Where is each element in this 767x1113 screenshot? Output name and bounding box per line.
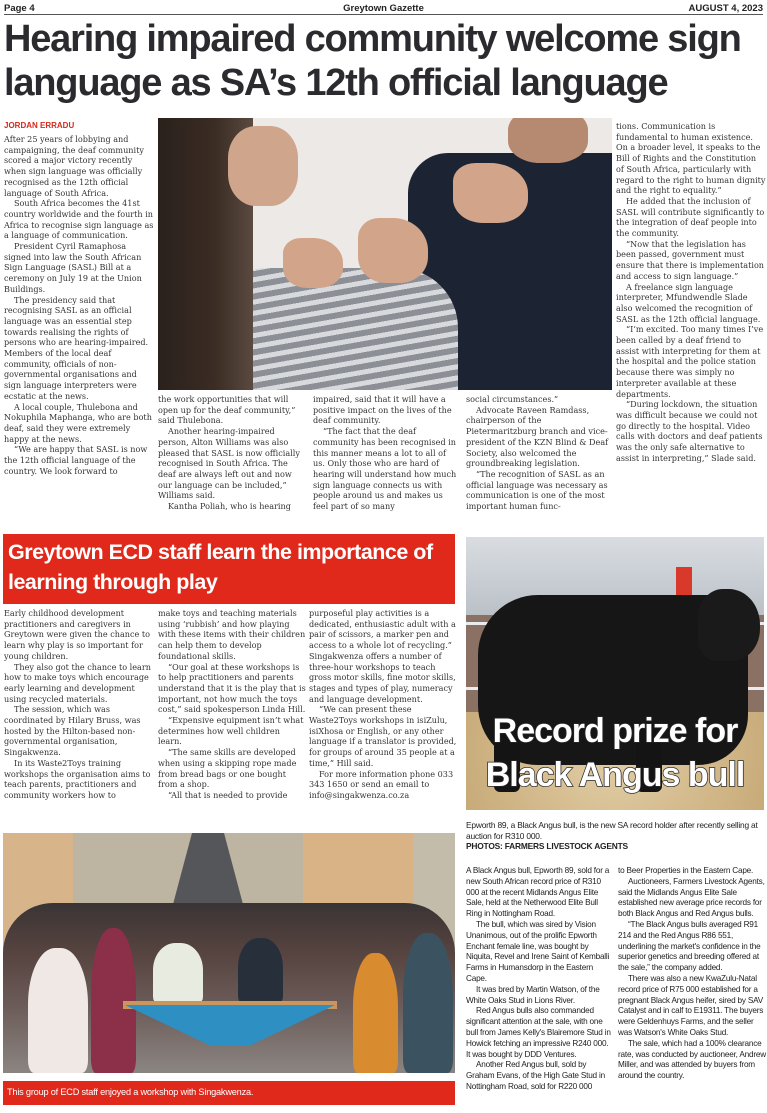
person-figure bbox=[238, 938, 283, 1003]
paragraph: to Beer Properties in the Eastern Cape. bbox=[618, 866, 754, 875]
ecd-photo-caption-box bbox=[3, 1081, 455, 1105]
lead-column-1 bbox=[4, 134, 154, 477]
paragraph: South Africa becomes the 41st country worldwide and the fourth in Africa to recognise sign language as a language of communication. bbox=[4, 198, 154, 241]
black-angus-bull-photo bbox=[466, 537, 764, 810]
page-number: Page 4 bbox=[4, 3, 35, 14]
paragraph: “The Black Angus bulls averaged R91 214 and the Red Angus R86 551, underlining the market's confidence in the superior genetics and breeding offered at the sale,” the company added. bbox=[618, 919, 761, 973]
paragraph: impaired, said that it will have a positive impact on the lives of the deaf community. bbox=[313, 394, 452, 426]
paragraph: “The same skills are developed when using a skipping rope made from bread bags or one bought from a shop. bbox=[158, 747, 297, 790]
man-face bbox=[508, 118, 588, 163]
paragraph: The session, which was coordinated by Hilary Bruss, was hosted by the Hilton-based non-governmental organisation, Singakwenza. bbox=[4, 704, 141, 758]
paragraph: In its Waste2Toys training workshops the organisation aims to teach parents, practitioners and community workers how to bbox=[4, 757, 151, 800]
lead-column-3 bbox=[313, 394, 459, 512]
paragraph: The bull, which was sired by Vision Unanimous, out of the prolific Epworth Enchant female line, was bought by Niquita, Revel and Irene Saint of Kemballi Farms in Humansdorp in the Eastern Cape. bbox=[466, 919, 610, 983]
woman-face bbox=[228, 126, 298, 206]
person-figure bbox=[403, 933, 453, 1073]
bull-column-2 bbox=[618, 866, 766, 1082]
paragraph: Early childhood development practitioners and caregivers in Greytown were given the chance to learn why play is so important for young children. bbox=[4, 608, 151, 661]
paragraph: tions. Communication is fundamental to human existence. On a broader level, it speaks to the Bill of Rights and the Constitution of South Africa, particularly with regard to the right to human dignity and the right to equality.” bbox=[616, 121, 766, 196]
ecd-group-photo bbox=[3, 833, 455, 1073]
paragraph: It was bred by Martin Watson, of the White Oaks Stud in Lions River. bbox=[466, 984, 600, 1005]
paragraph: “Our goal at these workshops is to help practitioners and parents understand that it is the play that is important, not how much the toys cost,” said spokesperson Linda Hill. bbox=[158, 661, 306, 715]
paragraph: Red Angus bulls also commanded significant attention at the sale, with one bull from James Kelly's Blairemore Stud in Howick fetching an impressive R240 000. It was bought by DDD Ventures. bbox=[466, 1006, 611, 1059]
ecd-headline: Greytown ECD staff learn the importance of learning through play bbox=[8, 540, 433, 594]
paragraph: “Now that the legislation has been passed, government must ensure that there is implementation and access to sign language.” bbox=[616, 238, 765, 281]
paper-name: Greytown Gazette bbox=[343, 3, 424, 14]
bull-photo-caption bbox=[466, 820, 766, 852]
paragraph: “I’m excited. Too many times I’ve been called by a deaf friend to assist with interpreting for them at the hospital and the police station because there was simply no interpreter available at these departments. bbox=[616, 324, 764, 399]
paragraph: He added that the inclusion of SASL will contribute significantly to the integration of deaf people into the community. bbox=[616, 195, 765, 239]
paragraph: For more information phone 033 343 1650 or send an email to info@singakwenza.co.za bbox=[309, 768, 454, 800]
paragraph: make toys and teaching materials using ‘rubbish’ and how playing with these items with their children can help them to develop foundational skills. bbox=[158, 608, 306, 661]
paragraph: “During lockdown, the situation was difficult because we could not go directly to the hospital. Video calls with doctors and deaf patients was the only safe alternative to assist in interpreting,” Slade said. bbox=[616, 399, 763, 463]
sign-language-photo bbox=[158, 118, 612, 390]
ecd-column-3 bbox=[309, 608, 459, 801]
bull-head bbox=[698, 589, 760, 661]
masthead bbox=[4, 3, 763, 15]
paragraph: Auctioneers, Farmers Livestock Agents, said the Midlands Angus Elite Sale established new average price records for both Black Angus and Red Angus bulls. bbox=[618, 876, 765, 919]
bull-photo-title: Record prize for Black Angus bull bbox=[485, 712, 745, 794]
hand-shape bbox=[358, 218, 428, 283]
paragraph: “All that is needed to provide bbox=[168, 789, 288, 800]
paragraph: The presidency said that recognising SASL as an official language was an essential step towards realising the rights of persons who are hearing-impaired. Members of the local deaf community, officials of non-governmental organisations and sign language interpreters were ecstatic at the news. bbox=[4, 294, 149, 401]
person-figure bbox=[28, 948, 88, 1073]
paragraph: “The recognition of SASL as an official language was necessary as communication is one of the most important human func- bbox=[466, 468, 608, 512]
paragraph: Advocate Raveen Ramdass, chairperson of the Pietermaritzburg branch and vice-president of the KZN Blind & Deaf Society, also welcomed the groundbreaking legislation. bbox=[466, 404, 609, 469]
paragraph: President Cyril Ramaphosa signed into law the South African Sign Language (SASL) Bill at a ceremony on July 19 at the Union Buildings. bbox=[4, 241, 142, 294]
paragraph: A local couple, Thulebona and Nokuphila Maphanga, who are both deaf, said they were extremely happy at the news. bbox=[4, 401, 152, 444]
person-figure bbox=[153, 943, 203, 1003]
ecd-photo-caption: This group of ECD staff enjoyed a workshop with Singakwenza. bbox=[7, 1087, 254, 1097]
paragraph: “Expensive equipment isn’t what determines how well children learn. bbox=[158, 715, 304, 747]
paragraph: “The fact that the deaf community has been recognised in this manner means a lot to all of us. Only those who are hard of hearing will understand how much sign language connects us with people around us and makes us feel part of so many bbox=[313, 426, 457, 512]
paragraph: There was also a new KwaZulu-Natal record price of R75 000 established for a pregnant Black Angus heifer, sired by SAV Catalyst and in calf to E19311. The buyers were Geldenhuys Farms, and the seller was Watson's White Oaks Stud. bbox=[618, 973, 764, 1037]
paragraph: “We can present these Waste2Toys workshops in isiZulu, isiXhosa or English, or any other language if a translator is provided, for groups of around 35 people at a time,” Hill said. bbox=[309, 704, 457, 768]
paragraph: social circumstances.” bbox=[466, 394, 559, 404]
lead-headline: Hearing impaired community welcome sign language as SA’s 12th official language bbox=[4, 18, 741, 104]
paragraph: A Black Angus bull, Epworth 89, sold for a new South African record price of R310 000 at the recent Midlands Angus Elite Sale, held at the Netherwood Elite Bull Ring in Nottingham Road. bbox=[466, 866, 610, 919]
hand-shape bbox=[283, 238, 343, 288]
person-figure bbox=[353, 953, 398, 1073]
ecd-column-1 bbox=[4, 608, 154, 801]
lead-column-4 bbox=[466, 394, 612, 512]
lead-column-5 bbox=[616, 121, 766, 464]
ecd-column-2 bbox=[158, 608, 306, 801]
paragraph: Another hearing-impaired person, Alton Williams was also pleased that SASL is now officially recognised in South Africa. The deaf are always left out and now our language can be included,” Williams said. bbox=[158, 426, 300, 501]
paragraph: They also got the chance to learn how to make toys which encourage early learning and development using recycled materials. bbox=[4, 661, 151, 704]
hand-shape bbox=[453, 163, 528, 223]
photo-credit: PHOTOS: FARMERS LIVESTOCK AGENTS bbox=[466, 841, 628, 852]
paragraph: “We are happy that SASL is now the 12th official language of the country. We look forward to bbox=[4, 444, 148, 476]
paragraph: Another Red Angus bull, sold by Graham Evans, of the High Gate Stud in Nottingham Road, sold for R220 000 bbox=[466, 1060, 605, 1091]
paragraph: After 25 years of lobbying and campaigning, the deaf community scored a major victory recently when sign language was officially recognised as the 12th official language of South Africa. bbox=[4, 134, 144, 198]
byline: JORDAN ERRADU bbox=[4, 121, 75, 130]
bull-column-1 bbox=[466, 866, 614, 1093]
issue-date: AUGUST 4, 2023 bbox=[688, 3, 763, 14]
paragraph: Kantha Poliah, who is hearing bbox=[168, 501, 291, 512]
lead-column-2 bbox=[158, 394, 306, 512]
paragraph: A freelance sign language interpreter, Mfundwendle Slade also welcomed the recognition of SASL as the 12th official language. bbox=[616, 281, 761, 324]
ecd-headline-box bbox=[3, 534, 455, 604]
caption-text: Epworth 89, a Black Angus bull, is the new SA record holder after recently selling at auction for R310 000. bbox=[466, 820, 758, 841]
paragraph: the work opportunities that will open up for the deaf community,” said Thulebona. bbox=[158, 394, 296, 426]
paragraph: The sale, which had a 100% clearance rate, was conducted by auctioneer, Andrew Miller, and was attended by buyers from around the country. bbox=[618, 1038, 766, 1081]
paragraph: purposeful play activities is a dedicated, enthusiastic adult with a pair of scissors, a marker pen and access to a whole lot of recycling.” Singakwenza offers a number of three-hour workshops to teach gross motor skills, fine motor skills, stages and types of play, numeracy and language development. bbox=[309, 608, 456, 704]
